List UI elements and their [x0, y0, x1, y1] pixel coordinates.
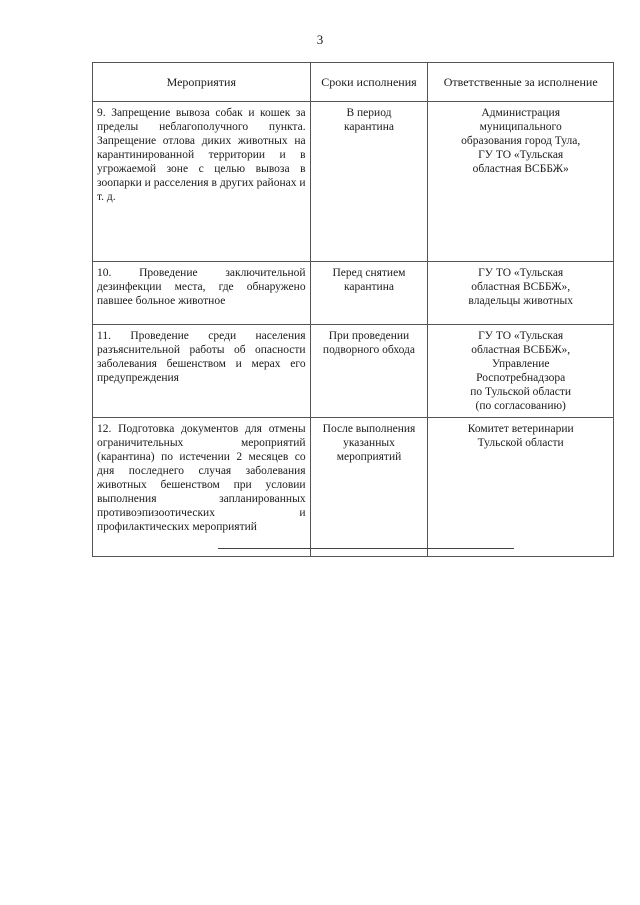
- deadline-cell: Перед снятием карантина: [310, 262, 428, 325]
- closing-rule-divider: [218, 548, 514, 549]
- responsible-cell: ГУ ТО «Тульская областная ВСББЖ», владельцы животных: [428, 262, 614, 325]
- header-deadlines: Сроки исполнения: [310, 63, 428, 102]
- deadline-cell: При проведении подворного обхода: [310, 325, 428, 418]
- deadline-cell: В период карантина: [310, 102, 428, 262]
- header-responsible: Ответственные за исполнение: [428, 63, 614, 102]
- responsible-cell: Администрация муниципального образования город Тула, ГУ ТО «Тульская областная ВСББЖ»: [428, 102, 614, 262]
- table-header-row: [93, 63, 614, 102]
- event-cell: 11. Проведение среди населения разъяснительной работы об опасности заболевания бешенством и мерах его предупреждения: [93, 325, 311, 418]
- page-number: 3: [316, 32, 324, 47]
- table-row: [93, 418, 614, 557]
- event-cell: 10. Проведение заключительной дезинфекции места, где обнаружено павшее больное животное: [93, 262, 311, 325]
- table-row: [93, 102, 614, 262]
- table-row: [93, 262, 614, 325]
- responsible-cell: ГУ ТО «Тульская областная ВСББЖ», Управление Роспотребнадзора по Тульской области (по согласованию): [428, 325, 614, 418]
- header-events: Мероприятия: [93, 63, 311, 102]
- measures-table: [92, 62, 614, 557]
- event-cell: 9. Запрещение вывоза собак и кошек за пределы неблагополучного пункта. Запрещение отлова диких животных на карантинированной территории и в угрожаемой зоне с целью вывоза в зоопарки и расселения в других районах и т. д.: [93, 102, 311, 262]
- table-row: [93, 325, 614, 418]
- event-cell: 12. Подготовка документов для отмены ограничительных мероприятий (карантина) по истечении 2 месяцев со дня последнего случая заболевания животных бешенством при условии выполнения запланированных противоэпизоотических и профилактических мероприятий: [93, 418, 311, 557]
- deadline-cell: После выполнения указанных мероприятий: [310, 418, 428, 557]
- responsible-cell: Комитет ветеринарии Тульской области: [428, 418, 614, 557]
